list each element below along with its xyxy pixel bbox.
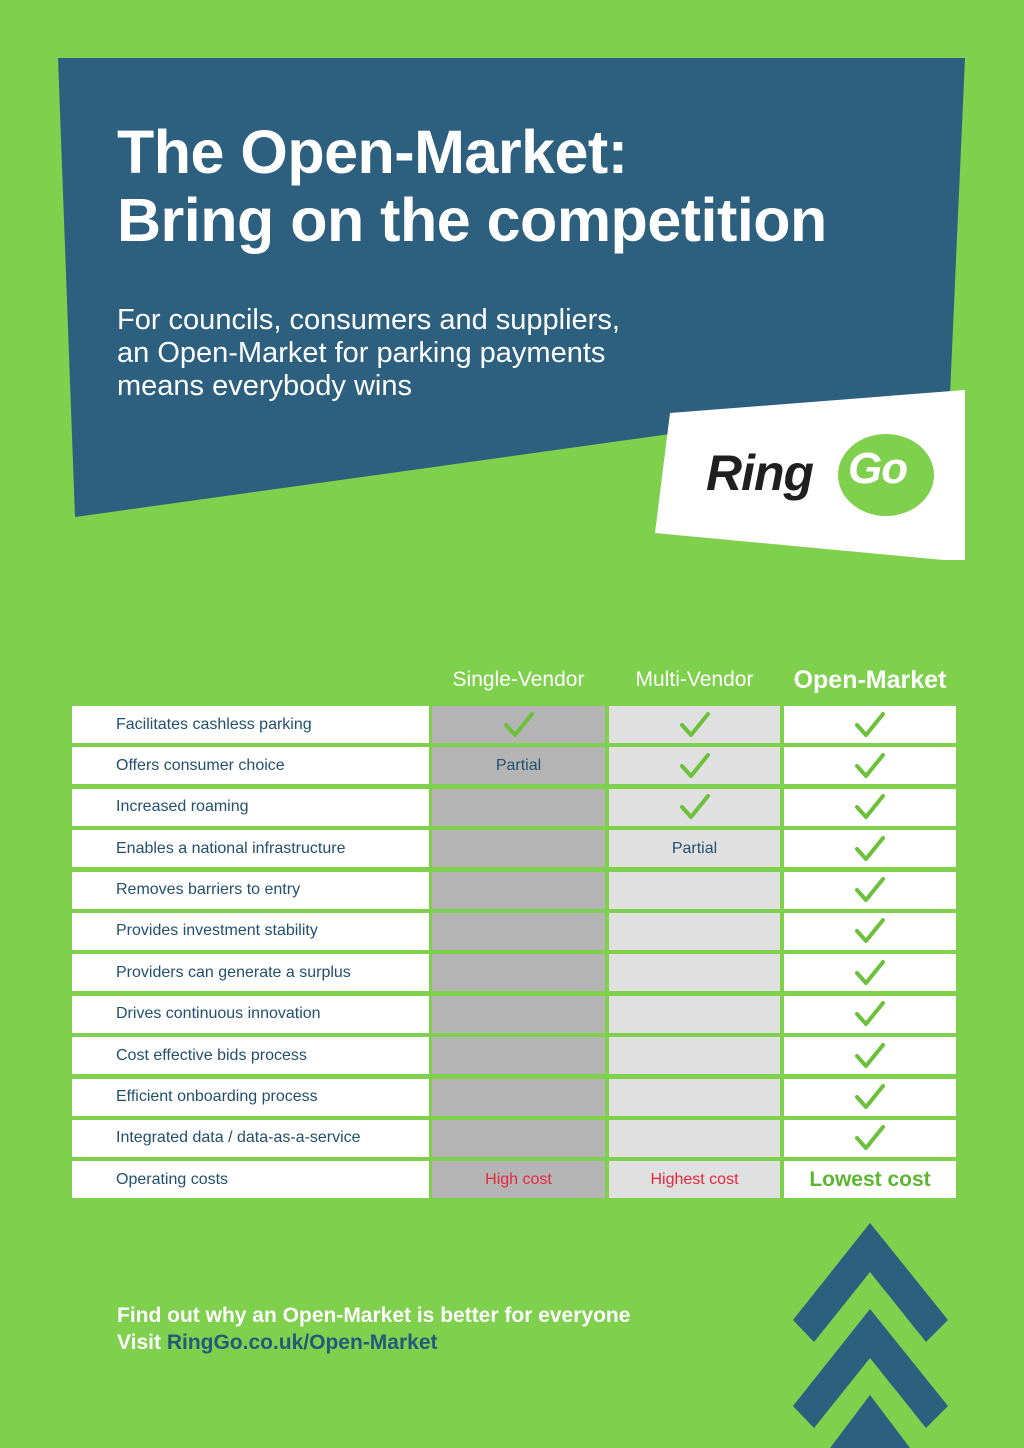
check-icon <box>680 794 710 820</box>
footer-cta <box>117 1302 630 1356</box>
subtitle-line-1: For councils, consumers and suppliers, <box>117 304 620 336</box>
table-row <box>72 1161 956 1198</box>
cell-value: High cost <box>485 1170 552 1188</box>
title-line-1: The Open-Market: <box>117 118 628 186</box>
table-row <box>72 872 956 909</box>
row-label-cell <box>72 872 429 909</box>
row-label: Provides investment stability <box>116 922 318 940</box>
check-icon <box>855 794 885 820</box>
column-header-open-market: Open-Market <box>793 666 947 694</box>
footer-visit-prefix: Visit <box>117 1331 167 1354</box>
chevron-up-icon <box>830 1395 910 1448</box>
row-label: Efficient onboarding process <box>116 1088 318 1106</box>
row-label-cell <box>72 954 429 991</box>
cell-multi <box>609 1079 780 1116</box>
cell-open <box>784 1037 956 1074</box>
cell-multi <box>609 954 780 991</box>
cell-single <box>432 954 605 991</box>
cell-open <box>784 996 956 1033</box>
check-icon <box>855 960 885 986</box>
footer-url-link[interactable]: RingGo.co.uk/Open-Market <box>166 1331 438 1354</box>
column-header-single-vendor: Single-Vendor <box>452 668 585 691</box>
check-icon <box>855 1084 885 1110</box>
table-row <box>72 789 956 826</box>
page-subtitle <box>117 304 717 403</box>
cell-value: Partial <box>671 839 718 857</box>
row-label: Removes barriers to entry <box>116 881 301 899</box>
check-icon <box>855 918 885 944</box>
cell-single <box>432 872 605 909</box>
check-icon <box>855 753 885 779</box>
cell-open <box>784 913 956 950</box>
cell-multi <box>609 996 780 1033</box>
row-label-cell <box>72 1161 429 1198</box>
row-label-cell <box>72 789 429 826</box>
footer-visit-line <box>117 1329 630 1356</box>
ringgo-logo-ring: Ring <box>706 445 814 501</box>
row-label: Providers can generate a surplus <box>116 963 351 981</box>
row-label: Offers consumer choice <box>116 756 285 774</box>
cell-value: Highest cost <box>650 1170 739 1188</box>
cell-single <box>432 996 605 1033</box>
cell-single <box>432 1079 605 1116</box>
cell-multi <box>609 913 780 950</box>
cell-open <box>784 1079 956 1116</box>
check-icon <box>855 1001 885 1027</box>
cell-multi <box>609 830 780 867</box>
row-label: Drives continuous innovation <box>116 1005 321 1023</box>
chevron-decoration <box>790 1220 960 1448</box>
cell-single <box>432 1120 605 1157</box>
subtitle-line-2: an Open-Market for parking payments <box>117 337 606 369</box>
table-row <box>72 913 956 950</box>
cell-open <box>784 1161 956 1198</box>
check-icon <box>855 877 885 903</box>
cell-multi <box>609 1037 780 1074</box>
cell-open <box>784 747 956 784</box>
cell-open <box>784 789 956 826</box>
cell-single <box>432 913 605 950</box>
cell-single <box>432 747 605 784</box>
page-title <box>117 118 957 254</box>
cell-open <box>784 872 956 909</box>
table-row <box>72 1079 956 1116</box>
cell-multi <box>609 747 780 784</box>
ringgo-logo-go-badge <box>838 434 934 516</box>
check-icon <box>504 712 534 738</box>
row-label-cell <box>72 1037 429 1074</box>
cell-multi <box>609 872 780 909</box>
row-label-cell <box>72 913 429 950</box>
cell-single <box>432 706 605 743</box>
row-label-cell <box>72 1079 429 1116</box>
table-row <box>72 830 956 867</box>
row-label-cell <box>72 747 429 784</box>
column-header-multi-vendor: Multi-Vendor <box>635 668 754 691</box>
cell-multi <box>609 1161 780 1198</box>
row-label: Enables a national infrastructure <box>116 839 346 857</box>
hero-banner <box>0 0 1024 560</box>
footer-line: Find out why an Open-Market is better for everyone <box>117 1304 631 1327</box>
cell-single <box>432 789 605 826</box>
cell-open <box>784 830 956 867</box>
cell-single <box>432 1161 605 1198</box>
cell-value: Partial <box>495 756 542 774</box>
row-label: Facilitates cashless parking <box>116 715 312 733</box>
cell-multi <box>609 1120 780 1157</box>
row-label: Cost effective bids process <box>116 1046 307 1064</box>
check-icon <box>680 712 710 738</box>
cell-value: Lowest cost <box>809 1167 931 1191</box>
table-row <box>72 747 956 784</box>
table-row <box>72 706 956 743</box>
row-label: Operating costs <box>116 1170 229 1188</box>
ringgo-logo-go: Go <box>848 444 908 493</box>
check-icon <box>855 836 885 862</box>
row-label-cell <box>72 706 429 743</box>
cell-single <box>432 1037 605 1074</box>
table-row <box>72 1120 956 1157</box>
row-label: Increased roaming <box>116 798 249 816</box>
title-line-2: Bring on the competition <box>117 186 827 254</box>
row-label-cell <box>72 996 429 1033</box>
cell-single <box>432 830 605 867</box>
cell-multi <box>609 706 780 743</box>
check-icon <box>680 753 710 779</box>
check-icon <box>855 712 885 738</box>
table-row <box>72 996 956 1033</box>
cell-open <box>784 1120 956 1157</box>
table-row <box>72 954 956 991</box>
table-row <box>72 1037 956 1074</box>
cell-multi <box>609 789 780 826</box>
subtitle-line-3: means everybody wins <box>117 370 412 402</box>
check-icon <box>855 1043 885 1069</box>
check-icon <box>855 1125 885 1151</box>
row-label-cell <box>72 1120 429 1157</box>
row-label-cell <box>72 830 429 867</box>
comparison-table <box>72 706 956 1203</box>
cell-open <box>784 954 956 991</box>
cell-open <box>784 706 956 743</box>
row-label: Integrated data / data-as-a-service <box>116 1129 361 1147</box>
